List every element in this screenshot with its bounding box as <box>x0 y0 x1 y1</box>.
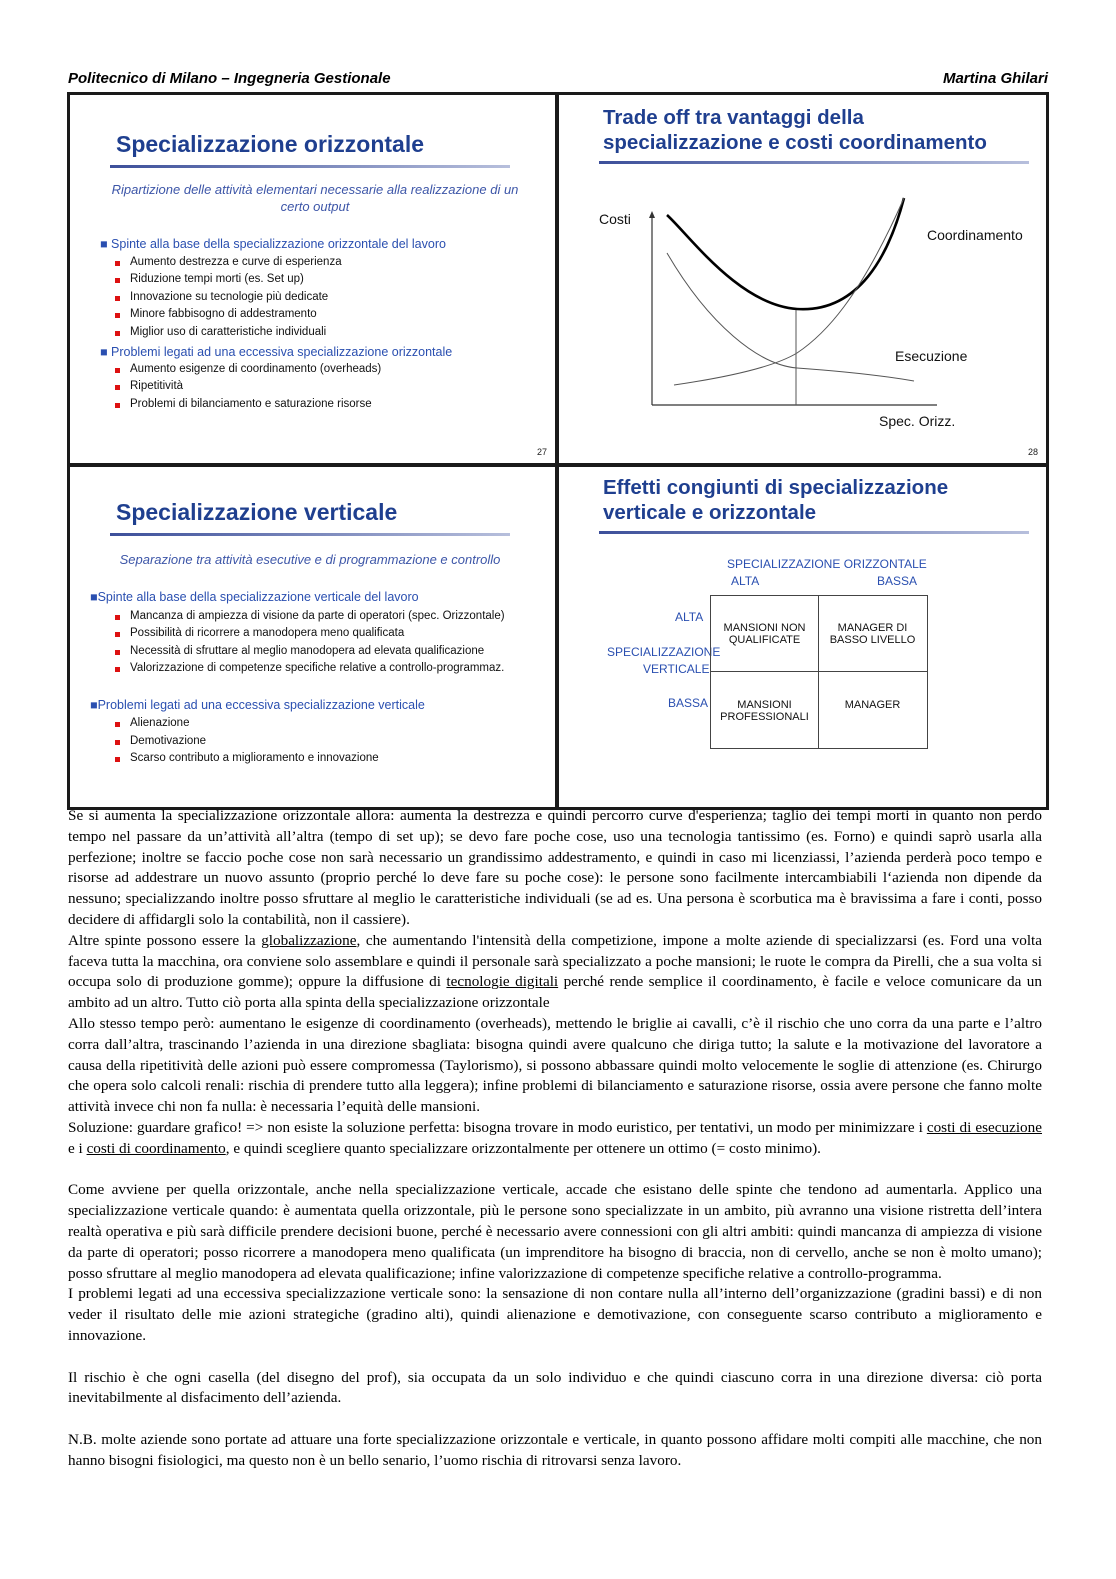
vertical-bassa: BASSA <box>668 696 709 710</box>
slide-effetti-congiunti <box>559 467 1046 807</box>
horizontal-bassa: BASSA <box>877 574 918 588</box>
list-item: Ripetitività <box>130 380 184 392</box>
list-item: Necessità di sfruttare al meglio manodopera ad elevata qualificazione <box>130 645 485 657</box>
header-right: Martina Ghilari <box>942 70 1048 87</box>
bullet-section: ■ Spinte alla base della specializzazione orizzontale del lavoro <box>100 237 446 251</box>
cell-mansioni-non-qualificate: MANSIONI NON QUALIFICATE <box>723 622 806 646</box>
execution-label: Esecuzione <box>895 348 968 364</box>
paragraph: Allo stesso tempo però: aumentano le esigenze di coordinamento (overheads), mettendo le briglie ai cavalli, c’è il rischio che uno corra da una parte e l’altro corra dall’altra, trascinando l’azienda in una direzione sbagliata: bisogna quindi avere qualcuno che diriga tutto; la salute e la motivazione del lavoratore a causa della ripetitività delle azioni può essere compromessa (Taylorismo), si possono abbassare quindi molto velocemente le soglie di attenzione (es. Chirurgo che opera solo calcoli renali: rischia di prendere tutto alla leggera); infine problemi di bilanciamento e saturazione risorse, ossia avere persone che fanno molte attività invece chi non fa nulla: è necessaria l’equità delle mansioni. <box>68 1014 1042 1116</box>
slide-page-number: 28 <box>1027 447 1038 457</box>
list-item: Aumento destrezza e curve di esperienza <box>130 256 342 268</box>
slide-trade-off <box>559 95 1046 467</box>
bullet-section: ■Spinte alla base della specializzazione verticale del lavoro <box>90 590 419 604</box>
bullet-section: ■Problemi legati ad una eccessiva specializzazione verticale <box>90 698 425 712</box>
vertical-alta: ALTA <box>675 610 704 624</box>
slide-title: Trade off tra vantaggi della specializzazione e costi coordinamento <box>603 106 987 154</box>
list-item: Mancanza di ampiezza di visione da parte di operatori (spec. Orizzontale) <box>130 610 505 622</box>
cell-mansioni-professionali: MANSIONI PROFESSIONALI <box>720 699 809 723</box>
slide-specializzazione-orizzontale <box>70 95 559 467</box>
paragraph: I problemi legati ad una eccessiva specializzazione verticale sono: la sensazione di non contare nulla all’interno dell’organizzazione (gradini bassi) e di non veder il risultato delle mie azioni strategiche (gradino alti), quindi alienazione e demotivazione, con conseguente scarso contributo a miglioramento e innovazione. <box>68 1285 1042 1344</box>
slides-panel <box>67 92 1049 810</box>
list-item: Aumento esigenze di coordinamento (overheads) <box>130 363 382 375</box>
list-item: Miglior uso di caratteristiche individuali <box>130 326 327 338</box>
list-item: Scarso contributo a miglioramento e innovazione <box>130 752 379 764</box>
paragraph: Il rischio è che ogni casella (del disegno del prof), sia occupata da un solo individuo e che quindi ciascuno corra in una direzione diversa: ciò porta inevitabilmente al disfacimento dell’azienda. <box>68 1368 1042 1407</box>
paragraph: Soluzione: guardare grafico! => non esiste la soluzione perfetta: bisogna trovare in modo euristico, per tentativi, un modo per minimizzare i costi di esecuzione e i costi di coordinamento, e quindi scegliere quanto specializzare orizzontalmente per ottenere un ottimo (= costo minimo). <box>68 1118 1042 1157</box>
title-rule <box>599 531 1029 534</box>
title-rule <box>110 165 510 168</box>
horizontal-header: SPECIALIZZAZIONE ORIZZONTALE <box>727 557 927 571</box>
list-item: Riduzione tempi morti (es. Set up) <box>130 273 304 285</box>
body-text <box>68 806 1042 1472</box>
y-axis-label: Costi <box>599 211 631 227</box>
paragraph: Se si aumenta la specializzazione orizzontale allora: aumenta la destrezza e quindi percorro curve d'esperienza; taglio dei tempi morti in quanto non perdo tempo nel passare da un’attività all’altra (tempo di set up); se devo fare poche cose, uso una tecnologia tantissimo (es. Forno) e quindi saprò usarla alla perfezione; inoltre se faccio poche cose non sarà necessario un grandissimo addestramento, e quindi in caso mi licenziassi, l’azienda perderà poco tempo e risorse ad addestrare un nuovo assunto (proprio perché lo deve fare su poche cose): le persone sono facilmente intercambiabili l‘azienda non dipende da nessuno; specializzando inoltre posso sfruttare al meglio le caratteristiche individuali (se ad es. Una persona è scorbutica ma è bravissima a fare i conti, posso decidere di affidargli solo la contabilità, non il cassiere). <box>68 807 1042 928</box>
header-left: Politecnico di Milano – Ingegneria Gestionale <box>68 70 391 87</box>
list-item: Minore fabbisogno di addestramento <box>130 308 317 320</box>
slide-subtitle: Ripartizione delle attività elementari necessarie alla realizzazione di un certo output <box>111 182 519 214</box>
coordination-label: Coordinamento <box>927 227 1023 243</box>
slide-subtitle: Separazione tra attività esecutive e di programmazione e controllo <box>119 552 501 567</box>
paragraph: Altre spinte possono essere la globalizzazione, che aumentando l'intensità della competizione, impone a molte aziende di specializzarsi (es. Ford una volta faceva tutta la macchina, ora conviene solo assemblare e quindi il personale sarà specializzato a poche mansioni; le ruote le compra da Pirelli, che a sua volta si occupa solo di produzione gomme); oppure la diffusione di tecnologie digitali perché rende semplice il coordinamento, è facile e veloce comunicare da un ambito ad un altro. Tutto ciò porta alla spinta della specializzazione orizzontale <box>68 931 1042 1012</box>
slide-page-number: 27 <box>536 447 547 457</box>
list-item: Alienazione <box>130 717 190 729</box>
horizontal-alta: ALTA <box>731 574 760 588</box>
list-item: Possibilità di ricorrere a manodopera meno qualificata <box>130 627 405 639</box>
slide-title: Specializzazione orizzontale <box>116 131 425 157</box>
list-item: Demotivazione <box>130 735 207 747</box>
bullet-section: ■ Problemi legati ad una eccessiva specializzazione orizzontale <box>100 345 453 359</box>
list-item: Valorizzazione di competenze specifiche relative a controllo-programmaz. <box>130 662 505 674</box>
list-item: Problemi di bilanciamento e saturazione risorse <box>130 398 372 410</box>
list-item: Innovazione su tecnologie più dedicate <box>130 291 329 303</box>
title-rule <box>110 533 510 536</box>
total-cost-curve <box>667 198 904 309</box>
slide-specializzazione-verticale <box>70 467 559 807</box>
y-axis-arrow <box>649 211 655 218</box>
vertical-header-1: SPECIALIZZAZIONE <box>607 645 721 659</box>
x-axis-label: Spec. Orizz. <box>879 413 956 429</box>
cell-manager: MANAGER <box>844 699 901 711</box>
execution-curve <box>674 198 904 385</box>
paragraph: Come avviene per quella orizzontale, anche nella specializzazione verticale, accade che esistano delle spinte che tendono ad aumentarla. Applico una specializzazione verticale quando: è aumentata quella orizzontale, più le persone sono specializzate in un ambito, più avranno una visione ristretta dell’intera realtà operativa e più sarà difficile prendere decisioni buone, perché è necessario avere connessioni con gli altri ambiti: quindi mancanza di ampiezza di visione da parte di operatori; posso ricorrere a manodopera meno qualificata (un imprenditore ha bisogno di braccia, non di cervello, anche se non è molto umano); posso sfruttare al meglio manodopera ad elevata qualificazione; infine valorizzazione di competenze specifiche relative a controllo-programma. <box>68 1181 1042 1282</box>
cell-manager-basso-livello: MANAGER DI BASSO LIVELLO <box>829 622 916 646</box>
trade-off-chart <box>559 95 1046 467</box>
vertical-header-2: VERTICALE <box>643 662 710 676</box>
slide-title: Effetti congiunti di specializzazione verticale e orizzontale <box>603 476 949 524</box>
slide-title: Specializzazione verticale <box>116 499 398 525</box>
paragraph: N.B. molte aziende sono portate ad attuare una forte specializzazione orizzontale e verticale, in quanto possono affidare molti compiti alle macchine, che non hanno bisogni fisiologici, ma questo non è un bello senario, l’uomo rischia di ritrovarsi senza lavoro. <box>68 1430 1042 1469</box>
coordination-curve <box>667 253 914 381</box>
matrix-grid <box>710 595 928 749</box>
